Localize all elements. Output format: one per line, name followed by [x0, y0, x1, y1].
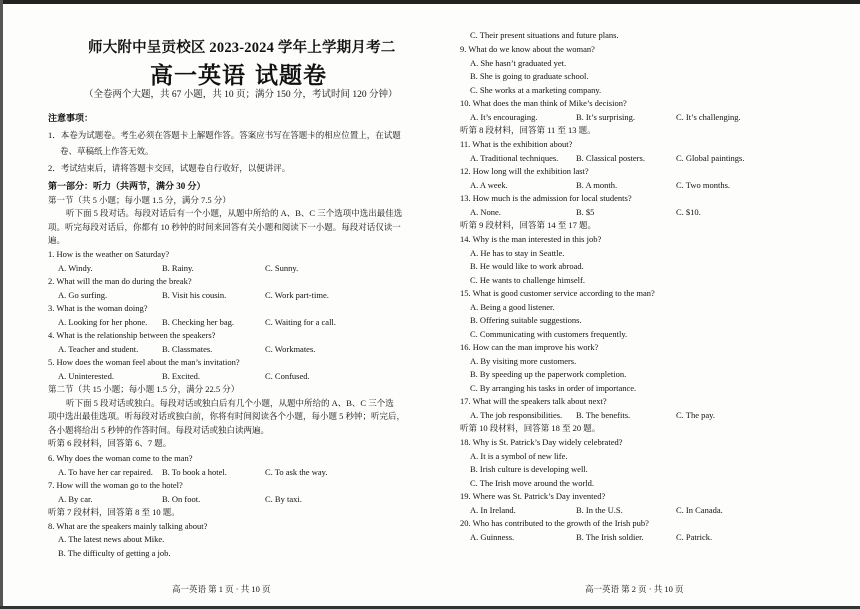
material-9-label: 听第 9 段材料，回答第 14 至 17 题。: [460, 220, 597, 230]
material-6-label: 听第 6 段材料，回答第 6、7 题。: [48, 438, 172, 448]
q18-option-b: B. Irish culture is developing well.: [470, 464, 588, 474]
q16-option-b: B. By speeding up the paperwork completion.: [470, 369, 627, 379]
question-12: 12. How long will the exhibition last?: [460, 166, 589, 176]
q16-option-a: A. By visiting more customers.: [470, 356, 577, 366]
exam-info: （全卷两个大题，共 67 小题，共 10 页；满分 150 分，考试时间 120 分钟）: [84, 90, 398, 100]
question-16: 16. How can the man improve his work?: [460, 342, 599, 352]
q13-option-b: B. $5: [576, 207, 595, 217]
q12-option-b: B. A month.: [576, 180, 618, 190]
q19-option-c: C. In Canada.: [676, 505, 723, 515]
question-2: 2. What will the man do during the break?: [48, 276, 192, 286]
q19-option-b: B. In the U.S.: [576, 505, 623, 515]
q10-option-a: A. It’s encouraging.: [470, 112, 538, 122]
q10-option-b: B. It’s surprising.: [576, 112, 636, 122]
q8-option-a: A. The latest news about Mike.: [58, 534, 165, 544]
q8-option-c: C. Their present situations and future plans.: [470, 30, 619, 40]
question-3: 3. What is the woman doing?: [48, 303, 148, 313]
q2-option-a: A. Go surfing.: [58, 290, 108, 300]
question-13: 13. How much is the admission for local students?: [460, 193, 632, 203]
question-8: 8. What are the speakers mainly talking about?: [48, 521, 208, 531]
material-8-label: 听第 8 段材料，回答第 11 至 13 题。: [460, 125, 596, 135]
notice-heading: 注意事项：: [48, 113, 94, 123]
page-left-edge: [0, 0, 3, 609]
section1-instructions: 听下面 5 段对话。每段对话后有一个小题，从题中所给的 A、B、C 三个选项中选出最佳选: [66, 208, 403, 218]
q18-option-c: C. The Irish move around the world.: [470, 478, 595, 488]
q12-option-a: A. A week.: [470, 180, 508, 190]
q1-option-b: B. Rainy.: [162, 263, 194, 273]
q11-option-b: B. Classical posters.: [576, 153, 645, 163]
section1-instructions-3: 遍。: [48, 235, 66, 245]
q8-option-b: B. The difficulty of getting a job.: [58, 548, 171, 558]
q1-option-c: C. Sunny.: [265, 263, 299, 273]
q9-option-a: A. She hasn’t graduated yet.: [470, 58, 567, 68]
q7-option-c: C. By taxi.: [265, 494, 302, 504]
q6-option-a: A. To have her car repaired.: [58, 467, 153, 477]
q3-option-a: A. Looking for her phone.: [58, 317, 148, 327]
q20-option-c: C. Patrick.: [676, 532, 713, 542]
q9-option-b: B. She is going to graduate school.: [470, 71, 589, 81]
section1-heading: 第一节（共 5 小题；每小题 1.5 分，满分 7.5 分）: [48, 195, 231, 205]
q14-option-c: C. He wants to challenge himself.: [470, 275, 585, 285]
q13-option-c: C. $10.: [676, 207, 701, 217]
q4-option-a: A. Teacher and student.: [58, 344, 139, 354]
q11-option-c: C. Global paintings.: [676, 153, 745, 163]
q2-option-c: C. Work part-time.: [265, 290, 329, 300]
q6-option-c: C. To ask the way.: [265, 467, 328, 477]
q12-option-c: C. Two months.: [676, 180, 731, 190]
q16-option-c: C. By arranging his tasks in order of importance.: [470, 383, 637, 393]
page-top-edge: [0, 0, 860, 4]
question-6: 6. Why does the woman come to the man?: [48, 453, 193, 463]
part1-heading: 第一部分：听力（共两节，满分 30 分）: [48, 181, 206, 191]
question-18: 18. Why is St. Patrick’s Day widely celebrated?: [460, 437, 623, 447]
section2-heading: 第二节（共 15 小题；每小题 1.5 分，满分 22.5 分）: [48, 384, 240, 394]
notice-item-2: 2．考试结束后，请将答题卡交回，试题卷自行收好，以便讲评。: [48, 163, 291, 173]
q10-option-c: C. It’s challenging.: [676, 112, 741, 122]
q6-option-b: B. To book a hotel.: [162, 467, 227, 477]
question-11: 11. What is the exhibition about?: [460, 139, 573, 149]
q11-option-a: A. Traditional techniques.: [470, 153, 559, 163]
section2-instructions-2: 项中选出最佳选项。听每段对话或独白前，你将有时间阅读各个小题，每小题 5 秒钟；听完后，: [48, 411, 406, 421]
section2-instructions-3: 各小题将给出 5 秒钟的作答时间。每段对话或独白读两遍。: [48, 425, 270, 435]
q14-option-a: A. He has to stay in Seattle.: [470, 248, 565, 258]
q18-option-a: A. It is a symbol of new life.: [470, 451, 568, 461]
q9-option-c: C. She works at a marketing company.: [470, 85, 602, 95]
q20-option-b: B. The Irish soldier.: [576, 532, 644, 542]
section1-instructions-2: 项。听完每段对话后，你都有 10 秒钟的时间来回答有关小题和阅读下一小题。每段对话仅读一: [48, 222, 401, 232]
q15-option-c: C. Communicating with customers frequently.: [470, 329, 628, 339]
q3-option-b: B. Checking her bag.: [162, 317, 234, 327]
material-10-label: 听第 10 段材料，回答第 18 至 20 题。: [460, 423, 601, 433]
material-7-label: 听第 7 段材料，回答第 8 至 10 题。: [48, 507, 180, 517]
q17-option-a: A. The job responsibilities.: [470, 410, 563, 420]
question-4: 4. What is the relationship between the speakers?: [48, 330, 216, 340]
q7-option-b: B. On foot.: [162, 494, 201, 504]
q17-option-b: B. The benefits.: [576, 410, 631, 420]
question-1: 1. How is the weather on Saturday?: [48, 249, 170, 259]
question-17: 17. What will the speakers talk about next?: [460, 396, 607, 406]
q4-option-c: C. Workmates.: [265, 344, 316, 354]
q14-option-b: B. He would like to work abroad.: [470, 261, 584, 271]
question-20: 20. Who has contributed to the growth of the Irish pub?: [460, 518, 649, 528]
q5-option-b: B. Excited.: [162, 371, 201, 381]
question-5: 5. How does the woman feel about the man’s invitation?: [48, 357, 240, 367]
q20-option-a: A. Guinness.: [470, 532, 515, 542]
question-19: 19. Where was St. Patrick’s Day invented?: [460, 491, 606, 501]
page-1-footer: 高一英语 第 1 页 · 共 10 页: [172, 584, 271, 594]
q2-option-b: B. Visit his cousin.: [162, 290, 227, 300]
q15-option-a: A. Being a good listener.: [470, 302, 555, 312]
exam-title: 高一英语 试题卷: [150, 63, 328, 89]
question-7: 7. How will the woman go to the hotel?: [48, 480, 183, 490]
notice-item-1-cont: 卷、草稿纸上作答无效。: [60, 146, 154, 156]
school-title: 师大附中呈贡校区 2023-2024 学年上学期月考二: [88, 40, 396, 56]
q5-option-c: C. Confused.: [265, 371, 310, 381]
q3-option-c: C. Waiting for a call.: [265, 317, 336, 327]
page-2-footer: 高一英语 第 2 页 · 共 10 页: [585, 584, 684, 594]
q4-option-b: B. Classmates.: [162, 344, 213, 354]
q5-option-a: A. Uninterested.: [58, 371, 114, 381]
notice-item-1: 1．本卷为试题卷。考生必须在答题卡上解题作答。答案应书写在答题卡的相应位置上，在试题: [48, 130, 401, 140]
q17-option-c: C. The pay.: [676, 410, 715, 420]
q15-option-b: B. Offering suitable suggestions.: [470, 315, 582, 325]
question-9: 9. What do we know about the woman?: [460, 44, 595, 54]
question-15: 15. What is good customer service according to the man?: [460, 288, 655, 298]
q19-option-a: A. In Ireland.: [470, 505, 516, 515]
question-14: 14. Why is the man interested in this job?: [460, 234, 602, 244]
q7-option-a: A. By car.: [58, 494, 93, 504]
q13-option-a: A. None.: [470, 207, 501, 217]
q1-option-a: A. Windy.: [58, 263, 93, 273]
question-10: 10. What does the man think of Mike’s decision?: [460, 98, 627, 108]
section2-instructions: 听下面 5 段对话或独白。每段对话或独白后有几个小题，从题中所给的 A、B、C 三个选: [66, 398, 394, 408]
